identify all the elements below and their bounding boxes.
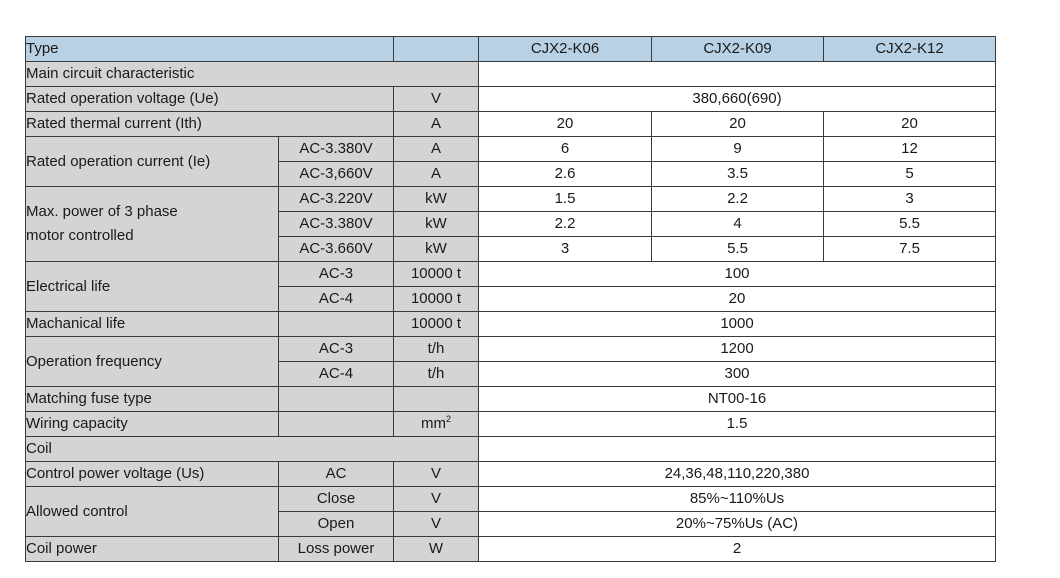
fuse-type-value: NT00-16 xyxy=(479,387,996,412)
electrical-life-unit-1: 10000 t xyxy=(394,262,479,287)
max-power-1-k06: 1.5 xyxy=(479,187,652,212)
allowed-control-cond-2: Open xyxy=(279,512,394,537)
mechanical-life-row xyxy=(26,312,996,337)
main-circuit-section-row xyxy=(26,62,996,87)
operation-frequency-unit-1: t/h xyxy=(394,337,479,362)
thermal-current-k12: 20 xyxy=(824,112,996,137)
model-header-k06: CJX2-K06 xyxy=(479,37,652,62)
operation-frequency-cond-2: AC-4 xyxy=(279,362,394,387)
operation-current-1-k09: 9 xyxy=(652,137,824,162)
allowed-control-label: Allowed control xyxy=(26,487,279,537)
max-power-row-1 xyxy=(26,187,996,212)
electrical-life-unit-2: 10000 t xyxy=(394,287,479,312)
allowed-control-row-1 xyxy=(26,487,996,512)
rated-voltage-unit: V xyxy=(394,87,479,112)
max-power-label-line1: Max. power of 3 phase xyxy=(26,203,178,220)
wiring-unit-sup: 2 xyxy=(445,414,451,424)
operation-current-label: Rated operation current (Ie) xyxy=(26,137,279,187)
wiring-capacity-unit xyxy=(394,412,479,437)
max-power-label-line2: motor controlled xyxy=(26,227,134,244)
operation-current-unit-2: A xyxy=(394,162,479,187)
max-power-unit-3: kW xyxy=(394,237,479,262)
electrical-life-value-2: 20 xyxy=(479,287,996,312)
electrical-life-cond-2: AC-4 xyxy=(279,287,394,312)
mechanical-life-value: 1000 xyxy=(479,312,996,337)
operation-current-2-k06: 2.6 xyxy=(479,162,652,187)
operation-frequency-row-1 xyxy=(26,337,996,362)
allowed-control-unit-2: V xyxy=(394,512,479,537)
max-power-1-k12: 3 xyxy=(824,187,996,212)
spec-table xyxy=(25,36,996,562)
max-power-3-k12: 7.5 xyxy=(824,237,996,262)
electrical-life-label: Electrical life xyxy=(26,262,279,312)
control-voltage-row xyxy=(26,462,996,487)
model-header-k09: CJX2-K09 xyxy=(652,37,824,62)
fuse-type-label: Matching fuse type xyxy=(26,387,279,412)
model-header-k12: CJX2-K12 xyxy=(824,37,996,62)
fuse-type-row xyxy=(26,387,996,412)
coil-power-label: Coil power xyxy=(26,537,279,562)
mechanical-life-cond xyxy=(279,312,394,337)
mechanical-life-unit: 10000 t xyxy=(394,312,479,337)
wiring-capacity-cond xyxy=(279,412,394,437)
rated-voltage-row xyxy=(26,87,996,112)
thermal-current-k09: 20 xyxy=(652,112,824,137)
operation-current-1-k12: 12 xyxy=(824,137,996,162)
electrical-life-value-1: 100 xyxy=(479,262,996,287)
thermal-current-k06: 20 xyxy=(479,112,652,137)
operation-current-row-1 xyxy=(26,137,996,162)
coil-power-unit: W xyxy=(394,537,479,562)
operation-current-2-k12: 5 xyxy=(824,162,996,187)
allowed-control-value-1: 85%~110%Us xyxy=(479,487,996,512)
control-voltage-cond: AC xyxy=(279,462,394,487)
operation-frequency-label: Operation frequency xyxy=(26,337,279,387)
wiring-capacity-value: 1.5 xyxy=(479,412,996,437)
operation-current-cond-1: AC-3.380V xyxy=(279,137,394,162)
max-power-cond-2: AC-3.380V xyxy=(279,212,394,237)
electrical-life-cond-1: AC-3 xyxy=(279,262,394,287)
max-power-label xyxy=(26,187,279,262)
coil-section-row xyxy=(26,437,996,462)
control-voltage-label: Control power voltage (Us) xyxy=(26,462,279,487)
allowed-control-unit-1: V xyxy=(394,487,479,512)
allowed-control-cond-1: Close xyxy=(279,487,394,512)
thermal-current-label: Rated thermal current (Ith) xyxy=(26,112,394,137)
electrical-life-row-1 xyxy=(26,262,996,287)
thermal-current-row xyxy=(26,112,996,137)
max-power-cond-3: AC-3.660V xyxy=(279,237,394,262)
type-header: Type xyxy=(26,37,394,62)
section-blank xyxy=(479,62,996,87)
fuse-type-cond xyxy=(279,387,394,412)
max-power-cond-1: AC-3.220V xyxy=(279,187,394,212)
operation-frequency-cond-1: AC-3 xyxy=(279,337,394,362)
operation-frequency-value-1: 1200 xyxy=(479,337,996,362)
unit-header xyxy=(394,37,479,62)
control-voltage-unit: V xyxy=(394,462,479,487)
operation-current-unit-1: A xyxy=(394,137,479,162)
allowed-control-value-2: 20%~75%Us (AC) xyxy=(479,512,996,537)
max-power-unit-1: kW xyxy=(394,187,479,212)
wiring-capacity-row xyxy=(26,412,996,437)
coil-power-row xyxy=(26,537,996,562)
fuse-type-unit xyxy=(394,387,479,412)
max-power-2-k12: 5.5 xyxy=(824,212,996,237)
max-power-1-k09: 2.2 xyxy=(652,187,824,212)
wiring-unit-base: mm xyxy=(420,415,446,432)
operation-frequency-unit-2: t/h xyxy=(394,362,479,387)
wiring-capacity-label: Wiring capacity xyxy=(26,412,279,437)
header-row xyxy=(26,37,996,62)
operation-current-cond-2: AC-3,660V xyxy=(279,162,394,187)
operation-current-1-k06: 6 xyxy=(479,137,652,162)
coil-section-blank xyxy=(479,437,996,462)
rated-voltage-value: 380,660(690) xyxy=(479,87,996,112)
operation-current-2-k09: 3.5 xyxy=(652,162,824,187)
max-power-unit-2: kW xyxy=(394,212,479,237)
max-power-3-k09: 5.5 xyxy=(652,237,824,262)
control-voltage-value: 24,36,48,110,220,380 xyxy=(479,462,996,487)
max-power-2-k09: 4 xyxy=(652,212,824,237)
max-power-2-k06: 2.2 xyxy=(479,212,652,237)
operation-frequency-value-2: 300 xyxy=(479,362,996,387)
mechanical-life-label: Machanical life xyxy=(26,312,279,337)
max-power-3-k06: 3 xyxy=(479,237,652,262)
rated-voltage-label: Rated operation voltage (Ue) xyxy=(26,87,394,112)
coil-power-cond: Loss power xyxy=(279,537,394,562)
thermal-current-unit: A xyxy=(394,112,479,137)
section-title-main-circuit: Main circuit characteristic xyxy=(26,62,479,87)
coil-power-value: 2 xyxy=(479,537,996,562)
section-title-coil: Coil xyxy=(26,437,479,462)
